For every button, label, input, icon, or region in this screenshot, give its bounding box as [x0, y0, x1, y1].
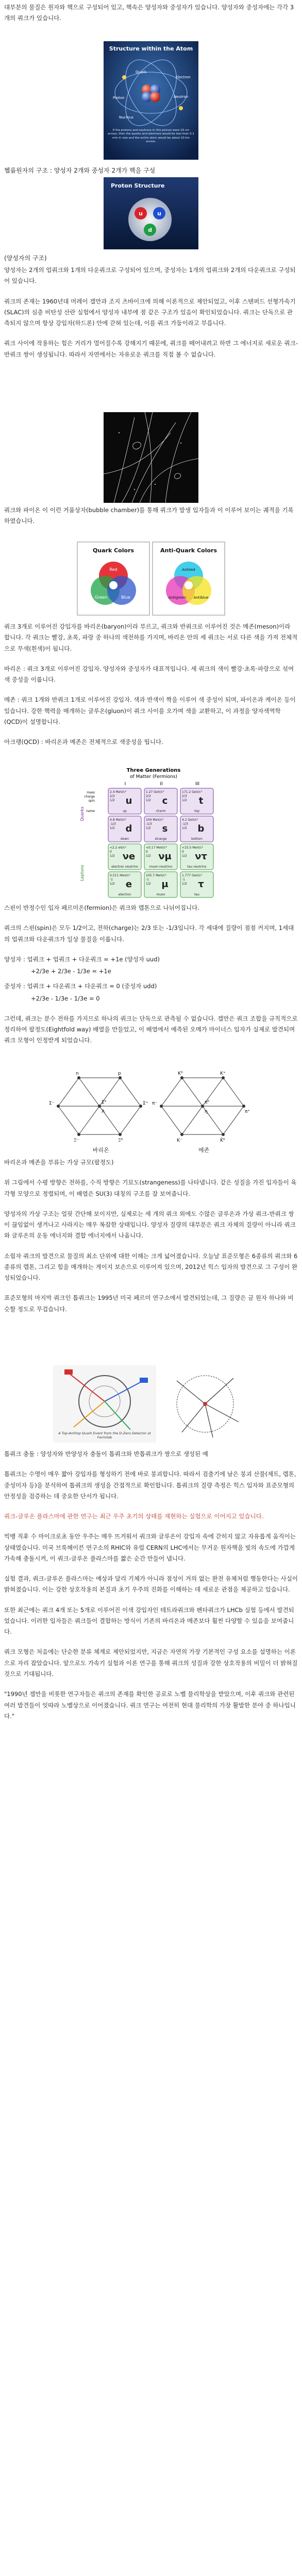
- cell-charge: -1/3: [146, 822, 152, 826]
- color-figure: [0, 541, 302, 616]
- fermion-cell-tau: [180, 872, 213, 897]
- neutron-label: Neutron: [174, 95, 189, 99]
- text-block-1: [0, 265, 302, 369]
- hex-left-3: Σ⁰: [102, 1100, 107, 1105]
- cell-charge: -1: [182, 878, 185, 882]
- cell-symbol: νe: [122, 851, 136, 862]
- paragraph-11: 양성자의 가상 구조는 얼핏 간단해 보이지만, 실제로는 세 개의 쿼크 외에도 수많은 글루온과 가상 쿼크-반쿼크 쌍이 끊임없이 생겨나고 사라지는 매우 복잡한 상태입니다. 양성자 질량의 대부분은 쿼크 자체의 질량이 아니라 쿼크와 글루온의 운동 에너지와 결합 에너지에서 나옵니다.: [4, 1210, 296, 1240]
- eightfold-caption: 바리온과 메존을 부류는 가상 규모(팔정도): [4, 1159, 114, 1166]
- bubble-figure: [0, 412, 302, 503]
- fermion-cell-top: [180, 788, 213, 814]
- cell-symbol: t: [198, 795, 204, 806]
- cell-name: up: [123, 809, 127, 813]
- top-quark-figure: [0, 1365, 302, 1443]
- cell-charge: -1: [146, 878, 149, 882]
- equation-proton-charge: +2/3e + 2/3e - 1/3e = +1e: [31, 968, 111, 975]
- intro-paragraph: 대부분의 물질은 원자와 핵으로 구성되어 있고, 핵속은 양성자와 중성자가 있습니다. 양성자와 중성자에는 각각 3개의 쿼크가 있습니다.: [4, 4, 294, 22]
- equation-neutron: 중성자 : 업쿼크 + 다운쿼크 + 다운쿼크 = 0 (중성자 udd): [4, 982, 157, 990]
- fermion-cell-strange: [144, 816, 177, 842]
- cell-mass: 4.2 GeV/c²: [182, 818, 198, 822]
- green-label: Green: [94, 595, 108, 600]
- fermion-cell-electron-neutrino: [108, 844, 141, 870]
- hex-left-2: Σ⁻: [49, 1101, 55, 1106]
- proton-structure-image: [104, 177, 198, 249]
- cell-spin: 1/2: [110, 854, 115, 858]
- hex-right-0: K⁰: [178, 1071, 183, 1076]
- caption1-section: [0, 163, 302, 178]
- gen-3-label: III: [195, 782, 199, 787]
- atom-caption: 헬륨원자의 구조 : 양성자 2개와 중성자 2개가 핵을 구성: [4, 167, 156, 174]
- cell-name: electron neutrino: [111, 865, 138, 869]
- proton-label: Proton: [113, 96, 125, 100]
- cell-mass: 171.2 GeV/c²: [182, 790, 203, 794]
- hex-left-5: Σ⁺: [143, 1101, 148, 1106]
- d-zero-caption: A Top-Antitop Quark Event from the D-Zero Detector at Fermilab: [58, 1431, 151, 1439]
- bubble-caption-section: [0, 505, 302, 536]
- atom-structure-image: [104, 41, 198, 160]
- top-quark-images: [0, 1365, 302, 1443]
- paragraph-15: 빅뱅 직후 수 마이크로초 동안 우주는 매우 뜨거워서 쿼크와 글루온이 강입자 속에 갇히지 않고 자유롭게 움직이는 상태였습니다. 미국 브룩헤이븐 연구소의 RHIC와 유럽 CERN의 LHC에서는 무거운 원자핵을 빛의 속도에 가깝게 가속해 충돌시켜, 이 쿼크-글루온 플라스마를 짧은 순간 만들어 냅니다.: [4, 1533, 296, 1562]
- paragraph-14: 톱쿼크는 수명이 매우 짧아 강입자를 형성하기 전에 바로 붕괴합니다. 따라서 검출기에 남은 붕괴 산물(제트, 렙톤, 중성미자 등)을 분석하여 톱쿼크의 생성을 간접적으로 확인합니다. 톱쿼크의 질량 측정은 힉스 입자와 표준모형의 안정성을 검증하는 데 중요한 단서가 됩니다.: [4, 1470, 296, 1500]
- atom-title: Structure within the Atom: [109, 45, 193, 52]
- cell-spin: 1/2: [146, 826, 151, 830]
- leptons-side-label: Leptons: [80, 865, 85, 881]
- fermion-cell-charm: [144, 788, 177, 814]
- cell-spin: 1/2: [182, 799, 187, 802]
- proton-title: Proton Structure: [111, 182, 165, 189]
- eightfold-way-image: [48, 1067, 254, 1145]
- paragraph-8: 쿼크의 스핀(spin)은 모두 1/2이고, 전하(charge)는 2/3 또는 -1/3입니다. 각 세대에 질량이 점점 커지며, 1세대의 업쿼크와 다운쿼크가 일상 물질을 이룹니다.: [4, 924, 294, 943]
- paragraph-5: 바리온 : 쿼크 3개로 이루어진 강입자. 양성자와 중성자가 대표적입니다. 세 쿼크의 색이 빨강·초록·파랑으로 섞여 색 중성을 이룹니다.: [4, 665, 294, 684]
- paragraph-19: "1990년 겔만을 비롯한 연구자들은 쿼크의 존재를 확인한 공로로 노벨 물리학상을 받았으며, 이후 쿼크와 관련된 여러 발견들이 잇따라 노벨상으로 이어졌습니다. 쿼크 연구는 여전히 현대 물리학의 가장 활발한 분야 중 하나입니다.": [4, 1690, 296, 1720]
- hex-right-6: K⁻: [177, 1138, 182, 1143]
- cell-spin: 1/2: [146, 882, 151, 886]
- cell-symbol: s: [162, 823, 168, 834]
- paragraph-2: 쿼크의 존재는 1960년대 머레이 겔만과 조지 츠바이크에 의해 이론적으로 제안되었고, 이후 스탠퍼드 선형가속기(SLAC)의 심층 비탄성 산란 실험에서 양성자 내부에 점 같은 구조가 있음이 확인되었습니다. 쿼크는 단독으로 관측되지 않으며 항상 강입자(하드론) 안에 갇혀 있는데, 이를 쿼크 가둠이라고 부릅니다.: [4, 297, 296, 327]
- text-block-4: [0, 1157, 302, 1324]
- d-zero-event-image: [53, 1365, 156, 1443]
- row-charge: charge: [84, 795, 95, 799]
- hex-right-7: K̄⁰: [220, 1138, 225, 1143]
- row-spin: spin: [88, 799, 95, 803]
- baryon-label: 바리온: [92, 1147, 109, 1154]
- cell-symbol: μ: [161, 879, 169, 890]
- cell-charge: -1/3: [110, 822, 116, 826]
- hex-right-5: π⁺: [245, 1109, 250, 1114]
- cell-symbol: d: [125, 823, 132, 834]
- fermion-cell-bottom: [180, 816, 213, 842]
- cell-mass: 0.511 MeV/c²: [110, 874, 130, 877]
- equation-neutron-charge: +2/3e - 1/3e - 1/3e = 0: [31, 994, 100, 1002]
- cell-symbol: ντ: [195, 851, 207, 862]
- cell-name: strange: [155, 837, 167, 841]
- caption2-section: [0, 250, 302, 266]
- fermion-cell-tau-neutrino: [180, 844, 213, 870]
- bubble-caption: 쿼크와 파이온 이 이런 거품상자(bubble chamber)를 통해 쿼크가 발생 입자들과 이 이루어 보이는 궤적을 기록하였습니다.: [4, 506, 294, 525]
- paragraph-17: 또한 최근에는 쿼크 4개 또는 5개로 이루어진 이색 강입자인 테트라쿼크와 펜타쿼크가 LHCb 실험 등에서 발견되었습니다. 이러한 입자들은 쿼크들이 결합하는 방식이 기존의 바리온과 메존보다 훨씬 다양할 수 있음을 보여줍니다.: [4, 1606, 294, 1636]
- eightfold-figure: [0, 1067, 302, 1154]
- paragraph-12: 소립자 쿼크의 발견으로 물질의 최소 단위에 대한 이해는 크게 넓어졌습니다. 오늘날 표준모형은 6종류의 쿼크와 6종류의 렙톤, 그리고 힘을 매개하는 게이지 보손으로 이루어져 있으며, 2012년 힉스 입자의 발견으로 그 구성이 완성되었습니다.: [4, 1252, 298, 1282]
- cell-name: muon neutrino: [149, 865, 173, 869]
- text-block-3: [0, 903, 302, 1056]
- quarks-side-label: Quarks: [80, 806, 85, 821]
- paragraph-16: 실험 결과, 쿼크-글루온 플라스마는 예상과 달리 기체가 아니라 점성이 거의 없는 완전 유체처럼 행동한다는 사실이 밝혀졌습니다. 이는 강한 상호작용의 본질과 초기 우주의 진화를 이해하는 데 새로운 관점을 제공하고 있습니다.: [4, 1575, 298, 1594]
- fermion-generations-image: [76, 765, 226, 900]
- cell-symbol: c: [162, 795, 168, 806]
- cell-name: bottom: [191, 837, 203, 841]
- generations-figure: [0, 765, 302, 900]
- cell-spin: 1/2: [146, 854, 151, 858]
- cell-spin: 1/2: [146, 799, 151, 802]
- paragraph-4: 쿼크 3개로 이루어진 강입자를 바리온(baryon)이라 부르고, 쿼크와 반쿼크로 이루어진 것은 메존(meson)이라 합니다. 각 쿼크는 빨강, 초록, 파랑 중 하나의 색전하를 가지며, 바리온 안의 세 쿼크는 서로 다른 색을 가져 전체적으로 무색(흰색)이 됩니다.: [4, 623, 298, 652]
- generations-caption: 스핀이 반정수인 입자 페르미온(fermion)은 쿼크와 렙톤으로 나뉘어집니다.: [4, 904, 199, 911]
- cell-name: down: [120, 837, 129, 841]
- cell-mass: 1.777 GeV/c²: [182, 874, 203, 877]
- text-block-5: [0, 1449, 302, 1731]
- cell-spin: 1/2: [110, 826, 115, 830]
- paragraph-3: 쿼크 사이에 작용하는 힘은 거리가 멀어질수록 강해지기 때문에, 쿼크를 떼어내려고 하면 그 에너지로 새로운 쿼크-반쿼크 쌍이 생성됩니다. 따라서 자연에서는 자유로운 쿼크를 직접 볼 수 없습니다.: [4, 340, 298, 358]
- cell-spin: 1/2: [110, 799, 115, 802]
- paragraph-6: 메존 : 쿼크 1개와 반쿼크 1개로 이루어진 강입자. 색과 반색이 짝을 이루어 색 중성이 되며, 파이온과 케이온 등이 있습니다. 강한 핵력을 매개하는 글루온(gluon)이 쿼크 사이를 오가며 색을 교환하고, 이 과정을 양자색역학(QCD)이 설명합니다.: [4, 696, 296, 725]
- paragraph-9: 그런데, 쿼크는 분수 전하를 가지므로 하나의 쿼크는 단독으로 관측될 수 없습니다. 겔만은 쿼크 조합을 규칙적으로 정리하여 팔정도(Eightfold way) 배열을 만들었고, 이 배열에서 예측된 오메가 마이너스 입자가 실제로 발견되며 쿼크 모형이 인정받게 되었습니다.: [4, 1014, 298, 1044]
- cell-charge: 2/3: [146, 794, 151, 798]
- antired-label: Antired: [182, 568, 195, 572]
- hex-left-4: Λ: [102, 1109, 105, 1114]
- hex-left-0: n: [76, 1071, 79, 1076]
- electron-label: Electron: [176, 75, 191, 79]
- cell-spin: 1/2: [110, 882, 115, 886]
- top-decay-diagram-image: [161, 1365, 249, 1443]
- proton-caption: (양성자의 구조): [4, 255, 47, 262]
- hex-right-3: π⁰: [205, 1100, 210, 1105]
- cell-symbol: u: [125, 795, 132, 806]
- cell-spin: 1/2: [182, 854, 187, 858]
- cell-mass: 105.7 MeV/c²: [146, 874, 166, 877]
- cell-name: charm: [156, 809, 166, 813]
- paragraph-10: 위 그림에서 수평 방향은 전하를, 수직 방향은 기묘도(strangeness)를 나타냅니다. 같은 성질을 가진 입자들이 육각형 모양으로 정렬되며, 이 배열은 SU(3) 대칭의 구조를 잘 보여줍니다.: [4, 1179, 297, 1197]
- cell-mass: 4.8 MeV/c²: [110, 818, 127, 822]
- cell-charge: 2/3: [110, 794, 115, 798]
- cell-mass: <2.2 eV/c²: [110, 846, 126, 850]
- red-label: Red: [109, 567, 118, 572]
- paragraph-1: 양성자는 2개의 업쿼크와 1개의 다운쿼크로 구성되어 있으며, 중성자는 1개의 업쿼크와 2개의 다운쿼크로 구성되어 있습니다.: [4, 266, 296, 285]
- cell-mass: <0.17 MeV/c²: [146, 846, 167, 850]
- hex-right-4: η: [205, 1109, 208, 1114]
- cell-symbol: τ: [198, 879, 204, 890]
- cell-mass: 104 MeV/c²: [146, 818, 164, 822]
- quark-u1: u: [139, 210, 143, 217]
- hex-right-1: K⁺: [220, 1071, 226, 1076]
- antiquark-colors-title: Anti-Quark Colors: [160, 547, 217, 554]
- cell-charge: -1/3: [182, 822, 188, 826]
- cell-spin: 1/2: [182, 882, 187, 886]
- antigreen-label: Antigreen: [168, 596, 187, 600]
- gen-title: Three Generations: [126, 768, 181, 773]
- cell-name: top: [194, 809, 199, 813]
- top-quark-caption: 톱쿼크 충돌 : 양성자와 반양성자 충돌이 톱쿼크와 반톱쿼크가 쌍으로 생성된 예: [4, 1450, 208, 1458]
- qgp-highlight: 쿼크-글루온 플라스마에 관한 연구는 최근 우주 초기의 상태를 재현하는 실험으로 이어지고 있습니다.: [4, 1513, 264, 1520]
- cell-mass: 2.4 MeV/c²: [110, 790, 127, 794]
- cell-charge: 0: [146, 850, 148, 854]
- hex-right-2: π⁻: [152, 1101, 158, 1106]
- cell-symbol: b: [197, 823, 205, 834]
- cell-charge: 0: [110, 850, 112, 854]
- row-name: name: [86, 809, 95, 813]
- equation-proton: 양성자 : 업쿼크 + 업쿼크 + 다운쿼크 = +1e (양성자 uud): [4, 955, 160, 963]
- paragraph-7: 아크랭(QCD) : 바리온과 메존은 전체적으로 색중성을 띱니다.: [4, 738, 163, 746]
- bubble-chamber-image: [104, 412, 198, 503]
- fermion-cell-up: [108, 788, 141, 814]
- fermion-cell-muon: [144, 872, 177, 897]
- hex-left-7: Ξ⁰: [118, 1138, 123, 1143]
- blue-label: Blue: [121, 595, 130, 600]
- hex-left-1: p: [118, 1071, 121, 1076]
- cell-charge: -1: [110, 878, 113, 882]
- gen-1-label: I: [124, 782, 126, 787]
- nucleus-label: Nucleus: [119, 115, 133, 120]
- cell-name: tau: [194, 893, 199, 896]
- cell-symbol: e: [125, 879, 132, 890]
- hex-sublabels: [48, 1146, 254, 1154]
- intro-section: [0, 2, 302, 33]
- quark-colors-image: [76, 541, 226, 616]
- cell-symbol: νμ: [158, 851, 172, 862]
- cell-mass: 1.27 GeV/c²: [146, 790, 164, 794]
- cell-name: tau neutrino: [187, 865, 207, 869]
- text-block-2: [0, 621, 302, 757]
- atom-figure: [0, 41, 302, 160]
- gen-subtitle: of Matter (Fermions): [130, 774, 177, 779]
- quark-colors-title: Quark Colors: [92, 547, 135, 554]
- fermion-cell-down: [108, 816, 141, 842]
- hex-left-6: Ξ⁻: [74, 1138, 79, 1143]
- row-mass: mass: [87, 791, 95, 794]
- fermion-cell-muon-neutrino: [144, 844, 177, 870]
- antiblue-label: Antiblue: [193, 596, 209, 600]
- atom-note: If the protons and neutrons in this picture were 10 cm across, then the quarks and electrons would be less than 0.1 mm in size and the entire atom would be about 10 km across.: [108, 129, 194, 144]
- quark-label: Quark: [136, 70, 147, 74]
- cell-spin: 1/2: [182, 826, 187, 830]
- cell-mass: <15.5 MeV/c²: [182, 846, 203, 850]
- paragraph-13: 표준모형의 마지막 쿼크인 톱쿼크는 1995년 미국 페르미 연구소에서 발견되었는데, 그 질량은 금 원자 하나와 비슷할 정도로 무겁습니다.: [4, 1294, 294, 1313]
- gen-2-label: II: [160, 782, 163, 787]
- cell-name: electron: [118, 893, 131, 896]
- proton-figure: [0, 177, 302, 249]
- fermion-cell-electron: [108, 872, 141, 897]
- cell-charge: 0: [182, 850, 184, 854]
- cell-charge: 2/3: [182, 794, 187, 798]
- meson-label: 메존: [198, 1147, 210, 1154]
- cell-name: muon: [156, 893, 165, 896]
- quark-u2: u: [157, 210, 161, 217]
- paragraph-18: 쿼크 모형은 처음에는 단순한 분류 체계로 제안되었지만, 지금은 자연의 가장 기본적인 구성 요소를 설명하는 이론으로 자리 잡았습니다. 앞으로도 가속기 실험과 이론 연구를 통해 쿼크의 성질과 강한 상호작용의 비밀이 더 밝혀질 것으로 기대됩니다.: [4, 1648, 298, 1677]
- quark-d: d: [148, 227, 152, 233]
